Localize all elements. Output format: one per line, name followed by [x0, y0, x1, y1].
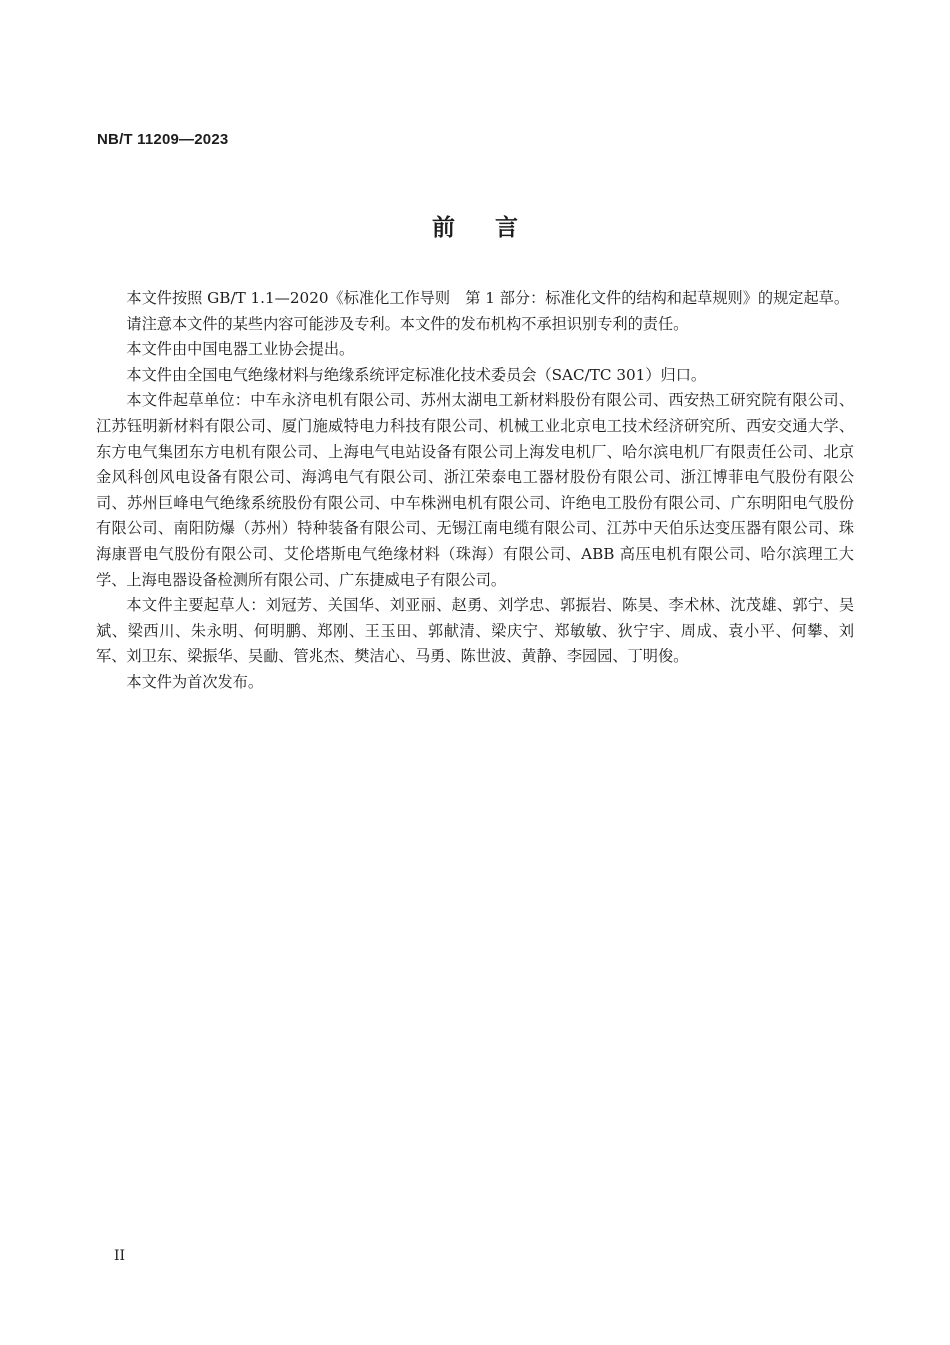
paragraph-patent-notice: 请注意本文件的某些内容可能涉及专利。本文件的发布机构不承担识别专利的责任。	[126, 314, 689, 333]
document-body	[96, 286, 854, 696]
paragraph-committee: 本文件由全国电气绝缘材料与绝缘系统评定标准化技术委员会（SAC/TC 301）归口。	[126, 365, 707, 384]
paragraph-drafting-units: 本文件起草单位：中车永济电机有限公司、苏州太湖电工新材料股份有限公司、西安热工研究院有限公司、江苏钰明新材料有限公司、厦门施威特电力科技有限公司、机械工业北京电工技术经济研究所、西安交通大学、东方电气集团东方电机有限公司、上海电气电站设备有限公司上海发电机厂、哈尔滨电机厂有限责任公司、北京金风科创风电设备有限公司、海鸿电气有限公司、浙江荣泰电工器材股份有限公司、浙江博菲电气股份有限公司、苏州巨峰电气绝缘系统股份有限公司、中车株洲电机有限公司、许绝电工股份有限公司、广东明阳电气股份有限公司、南阳防爆（苏州）特种装备有限公司、无锡江南电缆有限公司、江苏中天伯乐达变压器有限公司、珠海康晋电气股份有限公司、艾伦塔斯电气绝缘材料（珠海）有限公司、ABB 高压电机有限公司、哈尔滨理工大学、上海电器设备检测所有限公司、广东捷威电子有限公司。	[96, 391, 854, 589]
paragraph-proposer: 本文件由中国电器工业协会提出。	[126, 340, 355, 359]
paragraph-first-release: 本文件为首次发布。	[126, 672, 264, 691]
page-number: II	[114, 1248, 126, 1264]
paragraph-drafting-rules: 本文件按照 GB/T 1.1—2020《标准化工作导则 第 1 部分：标准化文件的结构和起草规则》的规定起草。	[126, 289, 850, 307]
paragraph-drafters: 本文件主要起草人：刘冠芳、关国华、刘亚丽、赵勇、刘学忠、郭振岩、陈昊、李术林、沈茂雄、郭宁、吴斌、梁西川、朱永明、何明鹏、郑刚、王玉田、郭献清、梁庆宁、郑敏敏、狄宁宇、周成、袁小平、何攀、刘军、刘卫东、梁振华、吴勔、管兆杰、樊洁心、马勇、陈世波、黄静、李园园、丁明俊。	[96, 596, 854, 666]
standard-code: NB/T 11209—2023	[97, 131, 229, 148]
page-title: 前言	[432, 215, 558, 241]
